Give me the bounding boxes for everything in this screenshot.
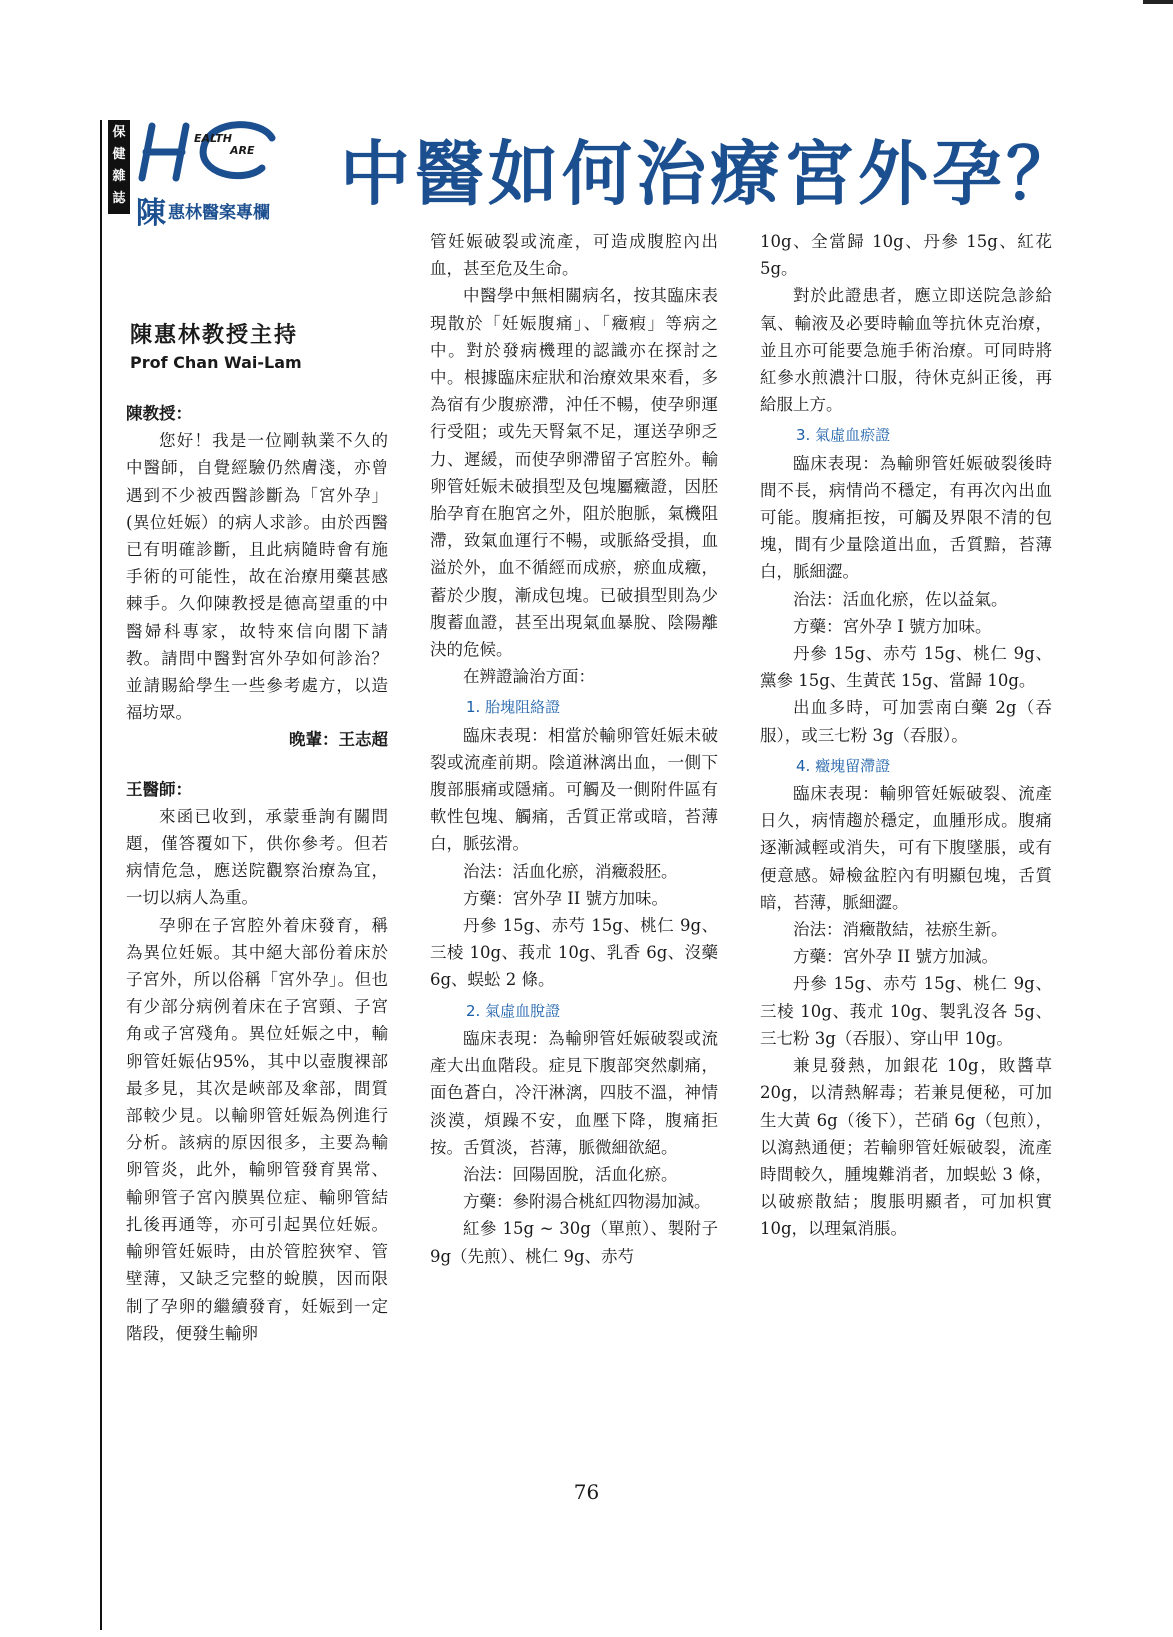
section-heading: 4. 癥塊留滯證	[796, 756, 891, 775]
section-heading: 1. 胎塊阻絡證	[466, 698, 561, 717]
paragraph: 兼見發熱，加銀花 10g，敗醬草 20g，以清熱解毒；若兼見便秘，可加生大黃 6g（後下），芒硝 6g（包煎），以瀉熱通便；若輸卵管妊娠破裂，流產時間較久，腫塊難消者，加蜈蚣 3 條，以破瘀散結；腹脹明顯者，可加枳實 10g，以理氣消脹。	[760, 1056, 1052, 1239]
salutation: 王醫師：	[126, 779, 192, 799]
paragraph: 臨床表現：為輸卵管妊娠破裂或流產大出血階段。症見下腹部突然劇痛，面色蒼白，冷汗淋漓，四肢不溫，神情淡漠，煩躁不安，血壓下降，腹痛拒按。舌質淡，苔薄，脈微細欲絕。	[430, 1028, 718, 1157]
paragraph: 臨床表現：相當於輸卵管妊娠未破裂或流產前期。陰道淋漓出血，一側下腹部脹痛或隱痛。可觸及一側附件區有軟性包塊、觸痛，舌質正常或暗，苔薄白，脈弦滑。	[430, 725, 718, 854]
corner-mark	[1143, 0, 1173, 4]
paragraph: 方藥：宮外孕 I 號方加味。	[793, 616, 992, 636]
paragraph: 丹參 15g、赤芍 15g、桃仁 9g、三棱 10g、莪朮 10g、製乳沒各 5g、三七粉 3g（吞服）、穿山甲 10g。	[760, 974, 1052, 1048]
salutation: 陳教授：	[126, 404, 192, 423]
paragraph: 您好！我是一位剛執業不久的中醫師，自覺經驗仍然膚淺，亦曾遇到不少被西醫診斷為「宮外孕」(異位妊娠）的病人求診。由於西醫已有明確診斷，且此病隨時會有施手術的可能性，故在治療用藥甚感棘手。久仰陳教授是德高望重的中醫婦科專家，故特來信向閣下請教。請問中醫對宮外孕如何診治？並請賜給學生一些參考處方，以造福坊眾。	[126, 431, 388, 723]
paragraph: 方藥：參附湯合桃紅四物湯加減。	[463, 1192, 711, 1212]
paragraph: 中醫學中無相關病名，按其臨床表現散於「妊娠腹痛」、「癥瘕」等病之中。對於發病機理的認識亦在探討之中。根據臨床症狀和治療效果來看，多為宿有少腹瘀滯，沖任不暢，使孕卵運行受阻；或先天腎氣不足，運送孕卵乏力、遲緩，而使孕卵滯留子宮腔外。輸卵管妊娠未破損型及包塊屬癥證，因胚胎孕育在胞宮之外，阻於胞脈，氣機阻滯，致氣血運行不暢，或脈絡受損，血溢於外，血不循經而成瘀，瘀血成癥，蓄於少腹，漸成包塊。已破損型則為少腹蓄血證，甚至出現氣血暴脫、陰陽離決的危候。	[430, 286, 718, 660]
column-name	[136, 188, 270, 232]
signature: 晚輩：王志超	[289, 730, 388, 750]
paragraph: 在辨證論治方面：	[463, 667, 595, 687]
paragraph: 管妊娠破裂或流產，可造成腹腔內出血，甚至危及生命。	[430, 232, 718, 279]
vertical-char: 雜	[112, 169, 126, 184]
paragraph: 臨床表現：為輸卵管妊娠破裂後時間不長，病情尚不穩定，有再次內出血可能。腹痛拒按，可觸及界限不清的包塊，間有少量陰道出血，舌質黯，苔薄白，脈細澀。	[760, 453, 1052, 582]
paragraph: 對於此證患者，應立即送院急診給氧、輸液及必要時輸血等抗休克治療，並且亦可能要急施手術治療。可同時將紅參水煎濃汁口服，待休克糾正後，再給服上方。	[760, 286, 1052, 415]
section-heading: 2. 氣虛血脫證	[466, 1001, 561, 1020]
paragraph: 治法：回陽固脫，活血化瘀。	[463, 1164, 678, 1184]
vertical-char: 保	[112, 125, 126, 140]
paragraph: 治法：活血化瘀，佐以益氣。	[793, 589, 1008, 609]
page-number: 76	[573, 1480, 600, 1504]
column-name-initial: 陳	[136, 196, 166, 231]
svg-text:ARE: ARE	[230, 144, 255, 157]
paragraph: 丹參 15g、赤芍 15g、桃仁 9g、三棱 10g、莪朮 10g、乳香 6g、沒藥 6g、蜈蚣 2 條。	[430, 916, 718, 990]
paragraph: 臨床表現：輸卵管妊娠破裂、流產日久，病情趨於穩定，血腫形成。腹痛逐漸減輕或消失，可有下腹墜脹，或有便意感。婦檢盆腔內有明顯包塊，舌質暗，苔薄，脈細澀。	[760, 784, 1052, 912]
host-name-cn: 陳惠林教授主持	[130, 323, 299, 348]
paragraph: 紅參 15g ~ 30g（單煎）、製附子 9g（先煎）、桃仁 9g、赤芍	[430, 1219, 718, 1266]
paragraph: 方藥：宮外孕 II 號方加減。	[793, 947, 999, 967]
magazine-vertical-label	[108, 120, 130, 214]
paragraph: 治法：消癥散結，祛瘀生新。	[793, 920, 1008, 940]
paragraph: 10g、全當歸 10g、丹參 15g、紅花 5g。	[760, 232, 1052, 279]
paragraph: 方藥：宮外孕 II 號方加味。	[463, 888, 669, 908]
svg-text:EALTH: EALTH	[194, 132, 232, 145]
article-title: 中醫如何治療宮外孕？	[340, 133, 1080, 215]
column-name-rest: 惠林醫案專欄	[168, 202, 270, 223]
health-care-logo	[134, 116, 284, 186]
column-3	[760, 228, 1052, 1243]
margin-rule	[100, 120, 102, 1630]
paragraph: 丹參 15g、赤芍 15g、桃仁 9g、黨參 15g、生黃芪 15g、當歸 10g。	[760, 644, 1052, 691]
column-1	[126, 400, 388, 1347]
paragraph: 來函已收到，承蒙垂詢有關問題，僅答覆如下，供你參考。但若病情危急，應送院觀察治療為宜，一切以病人為重。	[126, 806, 388, 908]
paragraph: 孕卵在子宮腔外着床發育，稱為異位妊娠。其中絕大部份着床於子宮外，所以俗稱「宮外孕」。但也有少部分病例着床在子宮頸、子宮角或子宮殘角。異位妊娠之中，輸卵管妊娠佔95%，其中以壺腹裸部最多見，其次是峽部及傘部，間質部較少見。以輸卵管妊娠為例進行分析。該病的原因很多，主要為輸卵管炎，此外，輸卵管發育異常、輸卵管子宮內膜異位症、輸卵管結扎後再通等，亦可引起異位妊娠。輸卵管妊娠時，由於管腔狹窄、管壁薄，又缺乏完整的蛻膜，因而限制了孕卵的繼續發育，妊娠到一定階段，便發生輸卵	[126, 915, 388, 1343]
vertical-char: 誌	[112, 191, 126, 206]
column-2	[430, 228, 718, 1270]
host-block	[130, 318, 302, 372]
paragraph: 治法：活血化瘀，消癥殺胚。	[463, 861, 678, 881]
host-name-en: Prof Chan Wai-Lam	[130, 353, 302, 372]
vertical-char: 健	[112, 147, 126, 162]
paragraph: 出血多時，可加雲南白藥 2g（吞服），或三七粉 3g（吞服）。	[760, 698, 1052, 745]
section-heading: 3. 氣虛血瘀證	[796, 426, 891, 445]
